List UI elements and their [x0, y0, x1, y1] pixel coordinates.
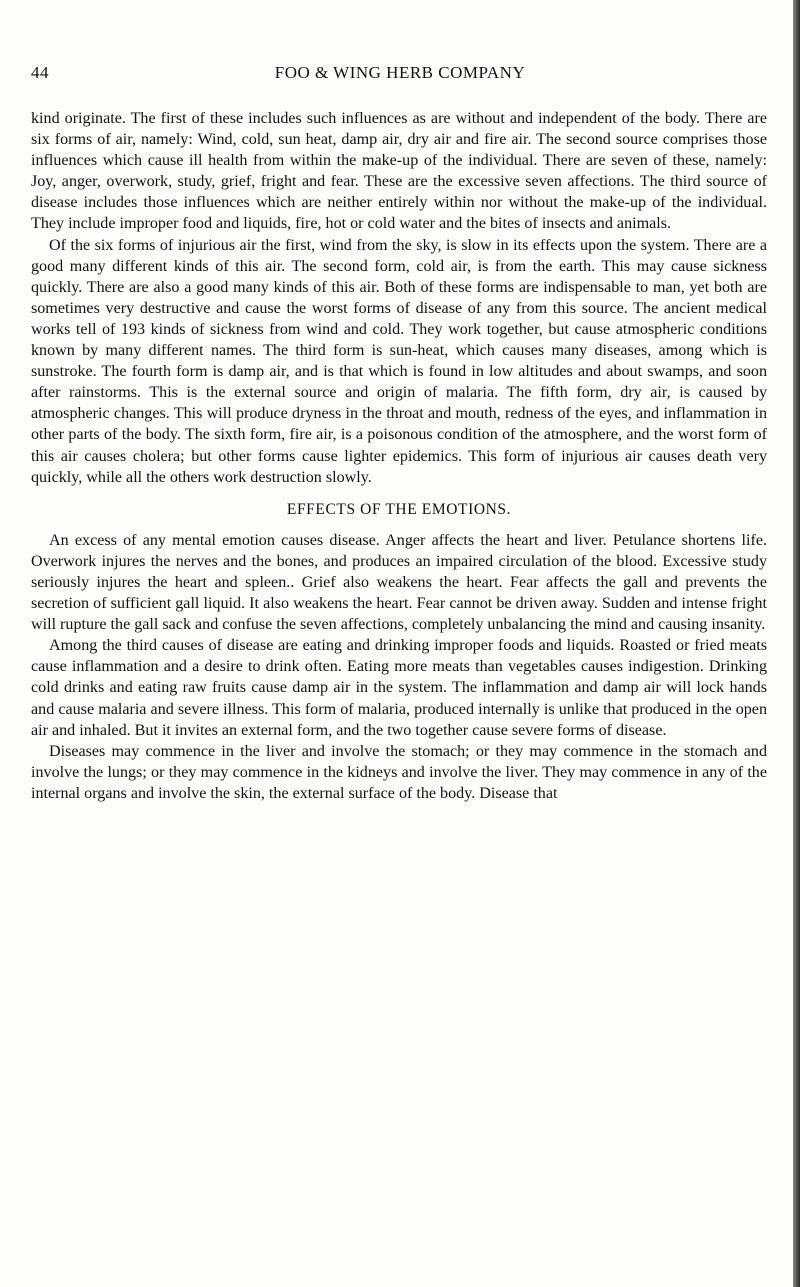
body-text: [31, 108, 767, 804]
page-number: 44: [31, 63, 49, 82]
paragraph: An excess of any mental emotion causes disease. Anger affects the heart and liver. Petulance shortens life. Overwork injures the nerves and the bones, and produces an impaired circulation of the blood. Excessive study seriously injures the heart and spleen.. Grief also weakens the heart. Fear affects the gall and prevents the secretion of sufficient gall liquid. It also weakens the heart. Fear cannot be driven away. Sudden and intense fright will rupture the gall sack and confuse the seven affections, completely unbalancing the mind and causing insanity.: [31, 531, 767, 634]
paragraph: kind originate. The first of these includes such influences as are without and independent of the body. There are six forms of air, namely: Wind, cold, sun heat, damp air, dry air and fire air. The second source comprises those influences which cause ill health from within the make-up of the individual. There are seven of these, namely: Joy, anger, overwork, study, grief, fright and fear. These are the excessive seven affections. The third source of disease includes those influences which are neither entirely within nor without the make-up of the individual. They include improper food and liquids, fire, hot or cold water and the bites of insects and animals.: [31, 110, 767, 233]
section-heading: EFFECTS OF THE EMOTIONS.: [286, 500, 512, 518]
running-head: FOO & WING HERB COMPANY: [274, 63, 526, 82]
page-edge-shadow: [793, 0, 800, 1287]
paragraph: Diseases may commence in the liver and involve the stomach; or they may commence in the stomach and involve the lungs; or they may commence in the kidneys and involve the liver. They may commence in any of the internal organs and involve the skin, the external surface of the body. Disease that: [31, 742, 767, 802]
paragraph: Among the third causes of disease are eating and drinking improper foods and liquids. Roasted or fried meats cause inflammation and a desire to drink often. Eating more meats than vegetables causes indigestion. Drinking cold drinks and eating raw fruits cause damp air in the system. The inflammation and damp air will lock hands and cause malaria and severe illness. This form of malaria, produced internally is unlike that produced in the open air and inhaled. But it invites an external form, and the two together cause severe forms of disease.: [31, 637, 767, 739]
paragraph: Of the six forms of injurious air the first, wind from the sky, is slow in its effects upon the system. There are a good many different kinds of this air. The second form, cold air, is from the earth. This may cause sickness quickly. There are also a good many kinds of this air. Both of these forms are indispensable to man, yet both are sometimes very destructive and cause the worst forms of disease of any from this source. The ancient medical works tell of 193 kinds of sickness from wind and cold. They work together, but cause atmospheric conditions known by many different names. The third form is sun-heat, which causes many diseases, among which is sunstroke. The fourth form is damp air, and is that which is found in low altitudes and about swamps, and soon after rainstorms. This is the external source and origin of malaria. The fifth form, dry air, is caused by atmospheric changes. This will produce dryness in the throat and mouth, redness of the eyes, and inflammation in other parts of the body. The sixth form, fire air, is a poisonous condition of the atmosphere, and the worst form of this air causes cholera; but other forms cause lighter epidemics. This form of injurious air causes death very quickly, while all the others work destruction slowly.: [31, 236, 767, 486]
